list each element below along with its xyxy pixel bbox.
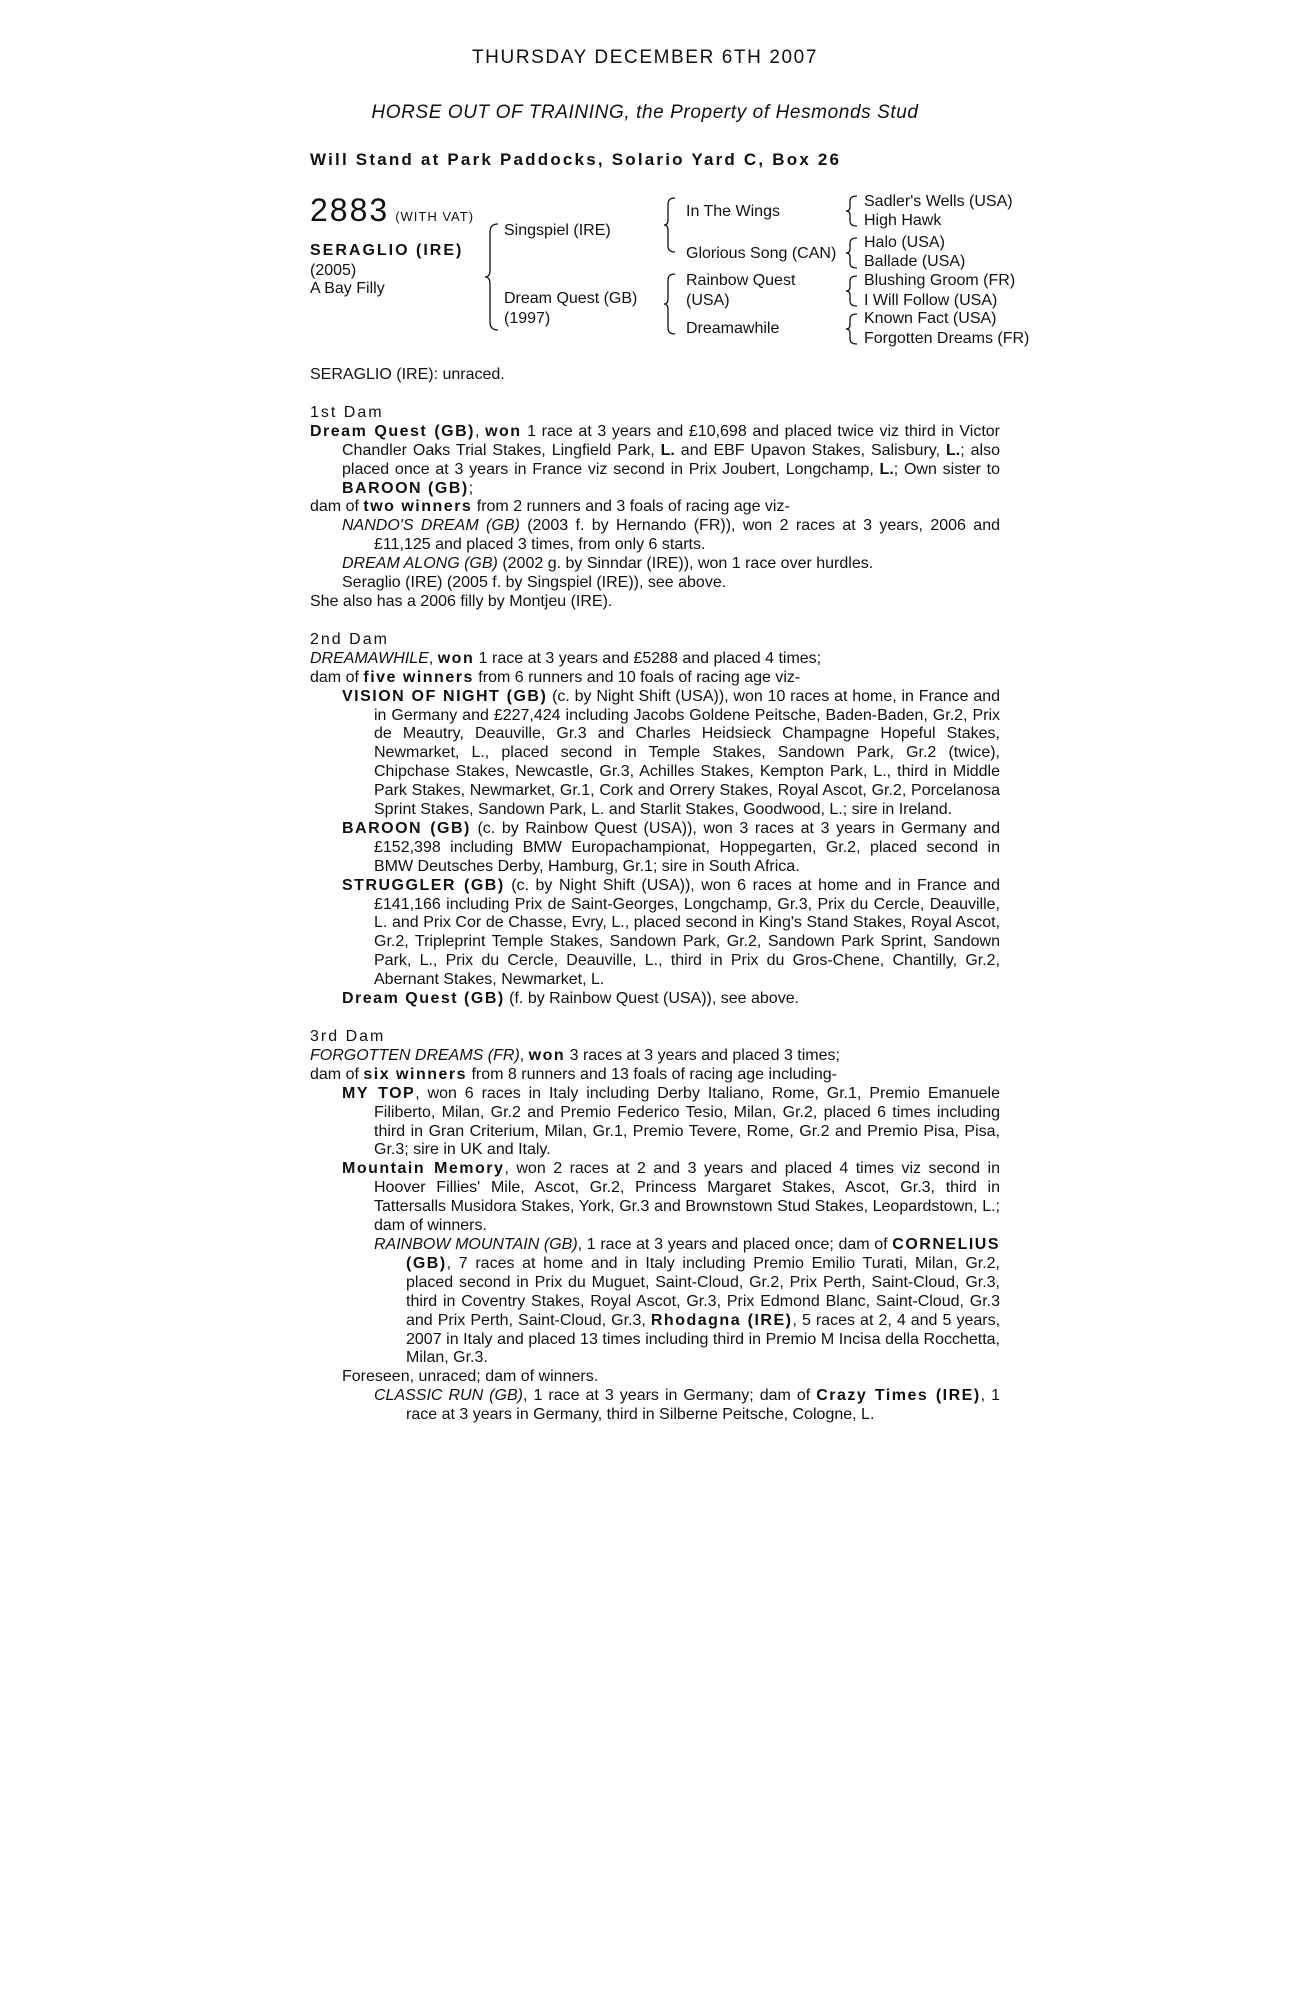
second-dam-heading: 2nd Dam <box>310 630 389 648</box>
produce-name: Dream Quest (GB) <box>342 990 505 1008</box>
summary-line: SERAGLIO (IRE): unraced. <box>310 366 505 383</box>
vat-note: (WITH VAT) <box>395 209 475 224</box>
pedigree-dam-sire-line2: (USA) <box>686 292 730 309</box>
grand-produce-name: RAINBOW MOUNTAIN (GB) <box>374 1235 578 1253</box>
produce-entry <box>310 1160 1000 1236</box>
third-dam-produce-summary <box>310 1066 1000 1085</box>
pedigree-brace-sd <box>845 236 859 270</box>
pedigree-dsd: I Will Follow (USA) <box>864 292 998 309</box>
pedigree-brace-dd <box>845 312 859 346</box>
produce-entry <box>310 877 1000 990</box>
produce-text: (c. by Night Shift (USA)), won 10 races at home, in France and in Germany and £227,424 including Jacobs Goldene Peitsche, Baden-Baden, Gr.2, Prix de Meautry, Deauville, Gr.3 and Charles Heidsieck Champagne Hopeful Stakes, Newmarket, L., placed second in Temple Stakes, Sandown Park, Gr.2 (twice), Chipchase Stakes, Newcastle, Gr.3, Achilles Stakes, Kempton Park, L., third in Middle Park Stakes, Newmarket, Gr.1, Cork and Orrery Stakes, Royal Ascot, Gr.2, Porcelanosa Sprint Stakes, Sandown Park, L. and Starlit Stakes, Goodwood, L.; sire in Ireland. <box>374 687 1001 819</box>
first-dam-heading: 1st Dam <box>310 403 384 421</box>
second-dam-name: DREAMAWHILE <box>310 649 429 667</box>
listed-mark: L. <box>879 460 894 478</box>
horse-description: A Bay Filly <box>310 280 385 297</box>
grand-produce-offspring: CORNELIUS (GB) <box>406 1235 1001 1272</box>
produce-text: , 1 race at 3 years and placed once; dam of <box>577 1235 893 1253</box>
listed-mark: L. <box>946 441 961 459</box>
third-dam-heading: 3rd Dam <box>310 1028 386 1045</box>
pedigree-brace-main <box>484 222 500 332</box>
produce-name: DREAM ALONG (GB) <box>342 555 498 573</box>
grand-produce-name: CLASSIC RUN (GB) <box>374 1387 523 1405</box>
first-dam-record-text: ; <box>468 479 474 497</box>
first-dam-record-text: ; also placed once at 3 years in France viz second in Prix Joubert, Longchamp, <box>342 441 1000 478</box>
produce-entry: Seraglio (IRE) (2005 f. by Singspiel (IRE)), see above. <box>342 574 727 592</box>
grand-produce-entry <box>310 1236 1000 1368</box>
produce-entry <box>310 990 1000 1009</box>
grand-produce-offspring: Rhodagna (IRE) <box>650 1311 793 1329</box>
catalogue-body <box>310 366 1000 1425</box>
lot-header <box>310 192 474 229</box>
text: dam of <box>310 668 364 686</box>
pedigree-brace-dam <box>663 272 677 336</box>
pedigree-sire: Singspiel (IRE) <box>504 222 611 239</box>
pedigree-sire-sire: In The Wings <box>686 203 780 220</box>
first-dam-also: She also has a 2006 filly by Montjeu (IRE). <box>310 592 613 610</box>
produce-text: (2003 f. by Hernando (FR)), won 2 races at 3 years, 2006 and £11,125 and placed 3 times, from only 6 starts. <box>374 517 1000 554</box>
produce-entry <box>310 688 1000 820</box>
winners-count: five winners <box>363 668 474 686</box>
pedigree-dam-sire-line1: Rainbow Quest <box>686 272 796 289</box>
record-text: 3 races at 3 years and placed 3 times; <box>565 1046 840 1064</box>
sale-subtitle: HORSE OUT OF TRAINING, the Property of Hesmonds Stud <box>371 102 919 123</box>
horse-name: SERAGLIO (IRE) <box>310 242 464 259</box>
first-dam-record-text: ; Own sister to <box>893 460 1000 478</box>
sister-name: BAROON (GB) <box>342 479 469 497</box>
produce-entry <box>310 555 1000 574</box>
produce-entry <box>310 820 1000 877</box>
text: dam of <box>310 1065 364 1083</box>
first-dam-record-text: and EBF Upavon Stakes, Salisbury, <box>674 441 947 459</box>
produce-name: Mountain Memory <box>342 1160 505 1178</box>
first-dam-record-text: 1 race at 3 years and £10,698 and placed twice viz third in Victor Chandler Oaks Trial Stakes, Lingfield Park, <box>342 422 1000 459</box>
first-dam-name: Dream Quest (GB) <box>310 422 476 440</box>
produce-text: , 5 races at 2, 4 and 5 years, 2007 in Italy and placed 13 times including third in Premio M Incisa della Rocchetta, Milan, Gr.3. <box>406 1311 1001 1367</box>
second-dam-record: DREAMAWHILE, won 1 race at 3 years and £5288 and placed 4 times; <box>310 649 822 667</box>
produce-entry: Foreseen, unraced; dam of winners. <box>342 1368 599 1386</box>
produce-entry <box>310 517 1000 555</box>
pedigree-ssd: High Hawk <box>864 212 942 229</box>
produce-text: , 1 race at 3 years in Germany; dam of <box>522 1387 817 1405</box>
produce-text: , 1 race at 3 years in Germany, third in Silberne Peitsche, Cologne, L. <box>406 1387 1001 1424</box>
produce-text: , 7 races at home and in Italy including Premio Emilio Turati, Milan, Gr.2, placed second in Prix du Muguet, Saint-Cloud, Gr.2, Prix Perth, Saint-Cloud, Gr.3, third in Coventry Stakes, Royal Ascot, Gr.3, Prix Edmond Blanc, Saint-Cloud, Gr.3 and Prix Perth, Saint-Cloud, Gr.3, <box>406 1254 1000 1329</box>
pedigree-brace-ds <box>845 274 859 308</box>
pedigree-brace-ss <box>845 194 859 228</box>
produce-text: (f. by Rainbow Quest (USA)), see above. <box>504 990 800 1008</box>
pedigree-dam: Dream Quest (GB) <box>504 290 638 307</box>
produce-entry <box>310 1085 1000 1161</box>
text: dam of <box>310 498 364 516</box>
produce-name: BAROON (GB) <box>342 819 471 837</box>
text: from 8 runners and 13 foals of racing age including- <box>467 1065 838 1083</box>
pedigree-sdd: Ballade (USA) <box>864 253 966 270</box>
grand-produce-offspring: Crazy Times (IRE) <box>816 1387 981 1405</box>
grand-produce-entry <box>310 1387 1000 1425</box>
lot-number: 2883 <box>310 192 390 228</box>
won-label: won <box>437 649 475 667</box>
sale-date: THURSDAY DECEMBER 6TH 2007 <box>471 47 819 68</box>
first-dam-produce-summary <box>310 498 1000 517</box>
produce-text: , won 6 races in Italy including Derby Italiano, Rome, Gr.1, Premio Emanuele Filiberto, Milan, Gr.2 and Premio Federico Tesio, Milan, Gr.2, placed 6 times including third in Gran Criterium, Milan, Gr.1, Premio Tevere, Rome, Gr.2 and Premio Pisa, Pisa, Gr.3; sire in UK and Italy. <box>374 1084 1000 1159</box>
winners-count: six winners <box>363 1065 468 1083</box>
pedigree-dds: Known Fact (USA) <box>864 310 997 327</box>
third-dam-record: FORGOTTEN DREAMS (FR), won 3 races at 3 years and placed 3 times; <box>310 1046 840 1064</box>
pedigree-sds: Halo (USA) <box>864 234 945 251</box>
produce-name: NANDO'S DREAM (GB) <box>342 517 520 535</box>
horse-year: (2005) <box>310 262 357 279</box>
pedigree-dam-year: (1997) <box>504 310 551 327</box>
pedigree-dam-dam: Dreamawhile <box>686 320 780 337</box>
produce-text: (c. by Night Shift (USA)), won 6 races at home and in France and £141,166 including Prix de Saint-Georges, Longchamp, Gr.3, Prix du Cercle, Deauville, L. and Prix Cor de Chasse, Evry, L., placed second in King's Stand Stakes, Royal Ascot, Gr.2, Tripleprint Temple Stakes, Sandown Park, Gr.2, Sandown Park Sprint, Sandown Park, L., Prix du Cercle, Deauville, L., third in Prix du Gros-Chene, Chantilly, Gr.2, Abernant Stakes, Newmarket, L. <box>374 876 1001 989</box>
stand-location: Will Stand at Park Paddocks, Solario Yard C, Box 26 <box>310 150 842 169</box>
produce-name: VISION OF NIGHT (GB) <box>342 687 548 705</box>
pedigree-brace-sire <box>663 196 677 254</box>
produce-text: , won 2 races at 2 and 3 years and placed 4 times viz second in Hoover Fillies' Mile, Ascot, Gr.2, Princess Margaret Stakes, Ascot, Gr.3, third in Tattersalls Musidora Stakes, York, Gr.3 and Brownstown Stud Stakes, Leopardstown, L.; dam of winners. <box>374 1160 1001 1235</box>
text: from 6 runners and 10 foals of racing age viz- <box>473 668 801 686</box>
third-dam-name: FORGOTTEN DREAMS (FR) <box>310 1046 520 1064</box>
produce-text: (c. by Rainbow Quest (USA)), won 3 races at 3 years in Germany and £152,398 including BMW Europachampionat, Hoppegarten, Gr.2, placed second in BMW Deutsches Derby, Hamburg, Gr.1; sire in South Africa. <box>374 819 1000 875</box>
produce-name: MY TOP <box>342 1084 416 1102</box>
pedigree-sss: Sadler's Wells (USA) <box>864 193 1013 210</box>
text: from 2 runners and 3 foals of racing age viz- <box>472 498 790 516</box>
winners-count: two winners <box>363 498 473 516</box>
produce-text: (2002 g. by Sinndar (IRE)), won 1 race over hurdles. <box>497 555 874 573</box>
won-label: won <box>528 1046 566 1064</box>
won-label: won <box>485 422 522 440</box>
second-dam-produce-summary <box>310 669 1000 688</box>
listed-mark: L. <box>660 441 675 459</box>
first-dam-record: Dream Quest (GB), won 1 race at 3 years and £10,698 and placed twice viz third in Victor Chandler Oaks Trial Stakes, Lingfield Park, L. and EBF Upavon Stakes, Salisbury, L.; also placed once at 3 years in France viz second in Prix Joubert, Longchamp, L.; Own sister to BAROON (GB); <box>310 422 1000 497</box>
pedigree-sire-dam: Glorious Song (CAN) <box>686 245 837 262</box>
pedigree-dss: Blushing Groom (FR) <box>864 272 1016 289</box>
record-text: 1 race at 3 years and £5288 and placed 4 times; <box>474 649 822 667</box>
pedigree-ddd: Forgotten Dreams (FR) <box>864 330 1030 347</box>
produce-name: STRUGGLER (GB) <box>342 876 505 894</box>
